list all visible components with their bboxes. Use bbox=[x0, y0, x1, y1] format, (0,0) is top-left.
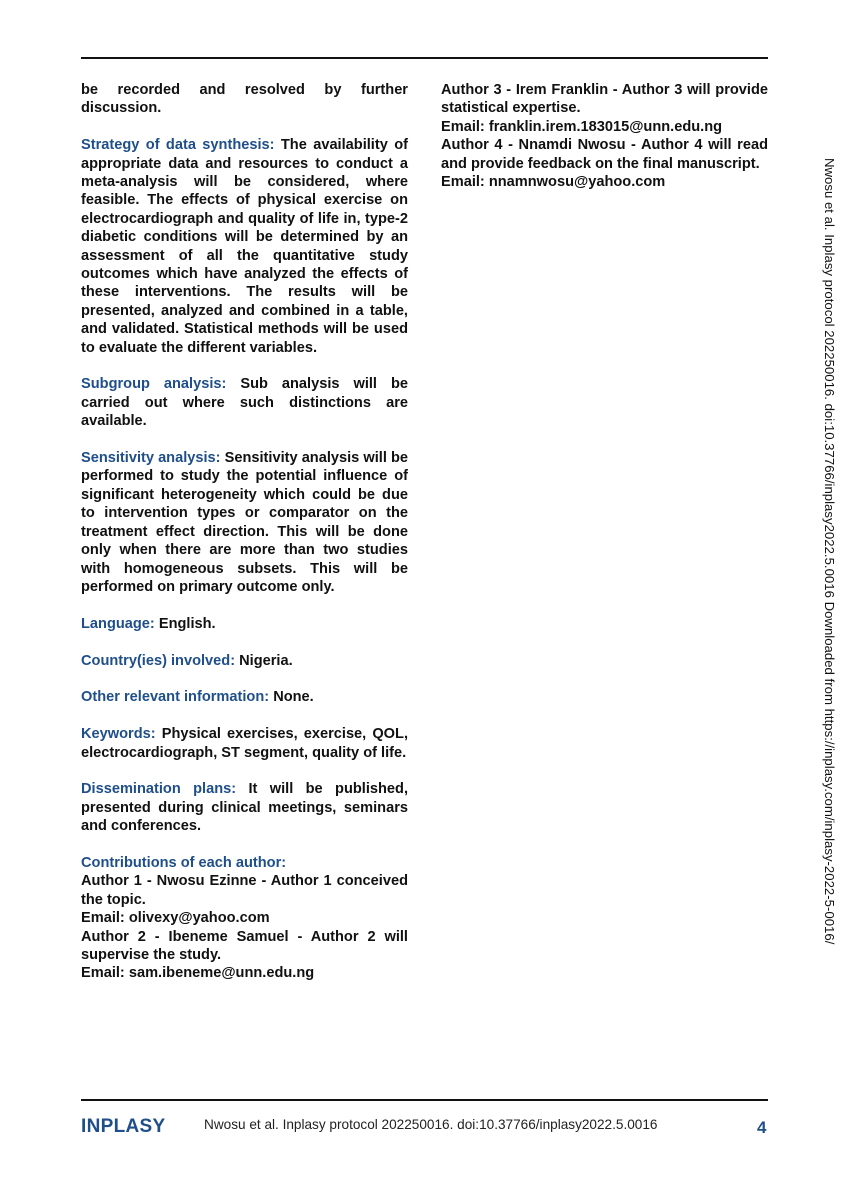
page-number: 4 bbox=[757, 1118, 767, 1137]
section-text: Nigeria. bbox=[239, 652, 293, 669]
section-text: English. bbox=[158, 615, 216, 632]
author-3-email: Email: franklin.irem.183015@unn.edu.ng bbox=[441, 118, 723, 135]
section-text: It will be published, presented during clinical meetings, seminars and conferences. bbox=[81, 781, 408, 835]
countries-section bbox=[81, 652, 408, 670]
section-text: Sensitivity analysis will be performed to study the potential influence of significant heterogeneity which could be due to intervention types or comparator on the treatment effect direction. This will be done only when there are more than two studies with homogeneous subsets. This will be performed on primary outcome only. bbox=[81, 450, 408, 595]
section-text: None. bbox=[273, 689, 314, 706]
header-rule bbox=[81, 57, 768, 59]
language-section bbox=[81, 615, 408, 633]
section-text: Physical exercises, exercise, QOL, electrocardiograph, ST segment, quality of life. bbox=[81, 726, 408, 761]
author-1-contribution: Author 1 - Nwosu Ezinne - Author 1 conceived the topic. bbox=[81, 873, 408, 908]
continuation-paragraph bbox=[81, 81, 408, 118]
right-column bbox=[441, 81, 768, 210]
section-label: Strategy of data synthesis: bbox=[81, 137, 275, 154]
section-label: Sensitivity analysis: bbox=[81, 450, 221, 467]
author-1-email: Email: olivexy@yahoo.com bbox=[81, 910, 270, 927]
left-column bbox=[81, 81, 408, 1001]
author-3-contribution: Author 3 - Irem Franklin - Author 3 will provide statistical expertise. bbox=[441, 82, 768, 117]
section-label: Other relevant information: bbox=[81, 689, 270, 706]
section-label: Language: bbox=[81, 615, 155, 632]
section-label: Country(ies) involved: bbox=[81, 652, 236, 669]
author-2-contribution: Author 2 - Ibeneme Samuel - Author 2 will supervise the study. bbox=[81, 928, 408, 963]
journal-brand: INPLASY bbox=[81, 1116, 166, 1137]
continuation-text: be recorded and resolved by further discussion. bbox=[81, 82, 408, 117]
contributions-section bbox=[81, 854, 408, 983]
footer-rule bbox=[81, 1099, 768, 1101]
sensitivity-section bbox=[81, 449, 408, 596]
section-label: Contributions of each author: bbox=[81, 854, 287, 871]
footer-citation: Nwosu et al. Inplasy protocol 202250016. doi:10.37766/inplasy2022.5.0016 bbox=[204, 1117, 658, 1132]
section-label: Subgroup analysis: bbox=[81, 376, 227, 393]
data-synthesis-section bbox=[81, 136, 408, 357]
section-label: Keywords: bbox=[81, 726, 156, 743]
author-4-contribution: Author 4 - Nnamdi Nwosu - Author 4 will read and provide feedback on the final manuscript. bbox=[441, 137, 768, 172]
section-text: The availability of appropriate data and resources to conduct a meta-analysis will be considered, where feasible. The effects of physical exercise on electrocardiograph and quality of life in, type-2 diabetic conditions will be determined by an assessment of all the quantitative study outcomes which have analyzed the effects of these interventions. The results will be presented, analyzed and combined in a table, and validated. Statistical methods will be used to evaluate the different variables. bbox=[81, 137, 408, 356]
side-download-note: Nwosu et al. Inplasy protocol 202250016. doi:10.37766/inplasy2022.5.0016 Downloaded from https://inplasy.com/inplasy-2022-5-0016/ bbox=[822, 158, 837, 945]
subgroup-section bbox=[81, 375, 408, 430]
section-text: Sub analysis will be carried out where such distinctions are available. bbox=[81, 376, 408, 430]
author-4-email: Email: nnamnwosu@yahoo.com bbox=[441, 174, 666, 191]
contributions-continued bbox=[441, 81, 768, 191]
section-label: Dissemination plans: bbox=[81, 781, 237, 798]
keywords-section bbox=[81, 725, 408, 762]
other-info-section bbox=[81, 688, 408, 706]
author-2-email: Email: sam.ibeneme@unn.edu.ng bbox=[81, 965, 315, 982]
dissemination-section bbox=[81, 780, 408, 835]
